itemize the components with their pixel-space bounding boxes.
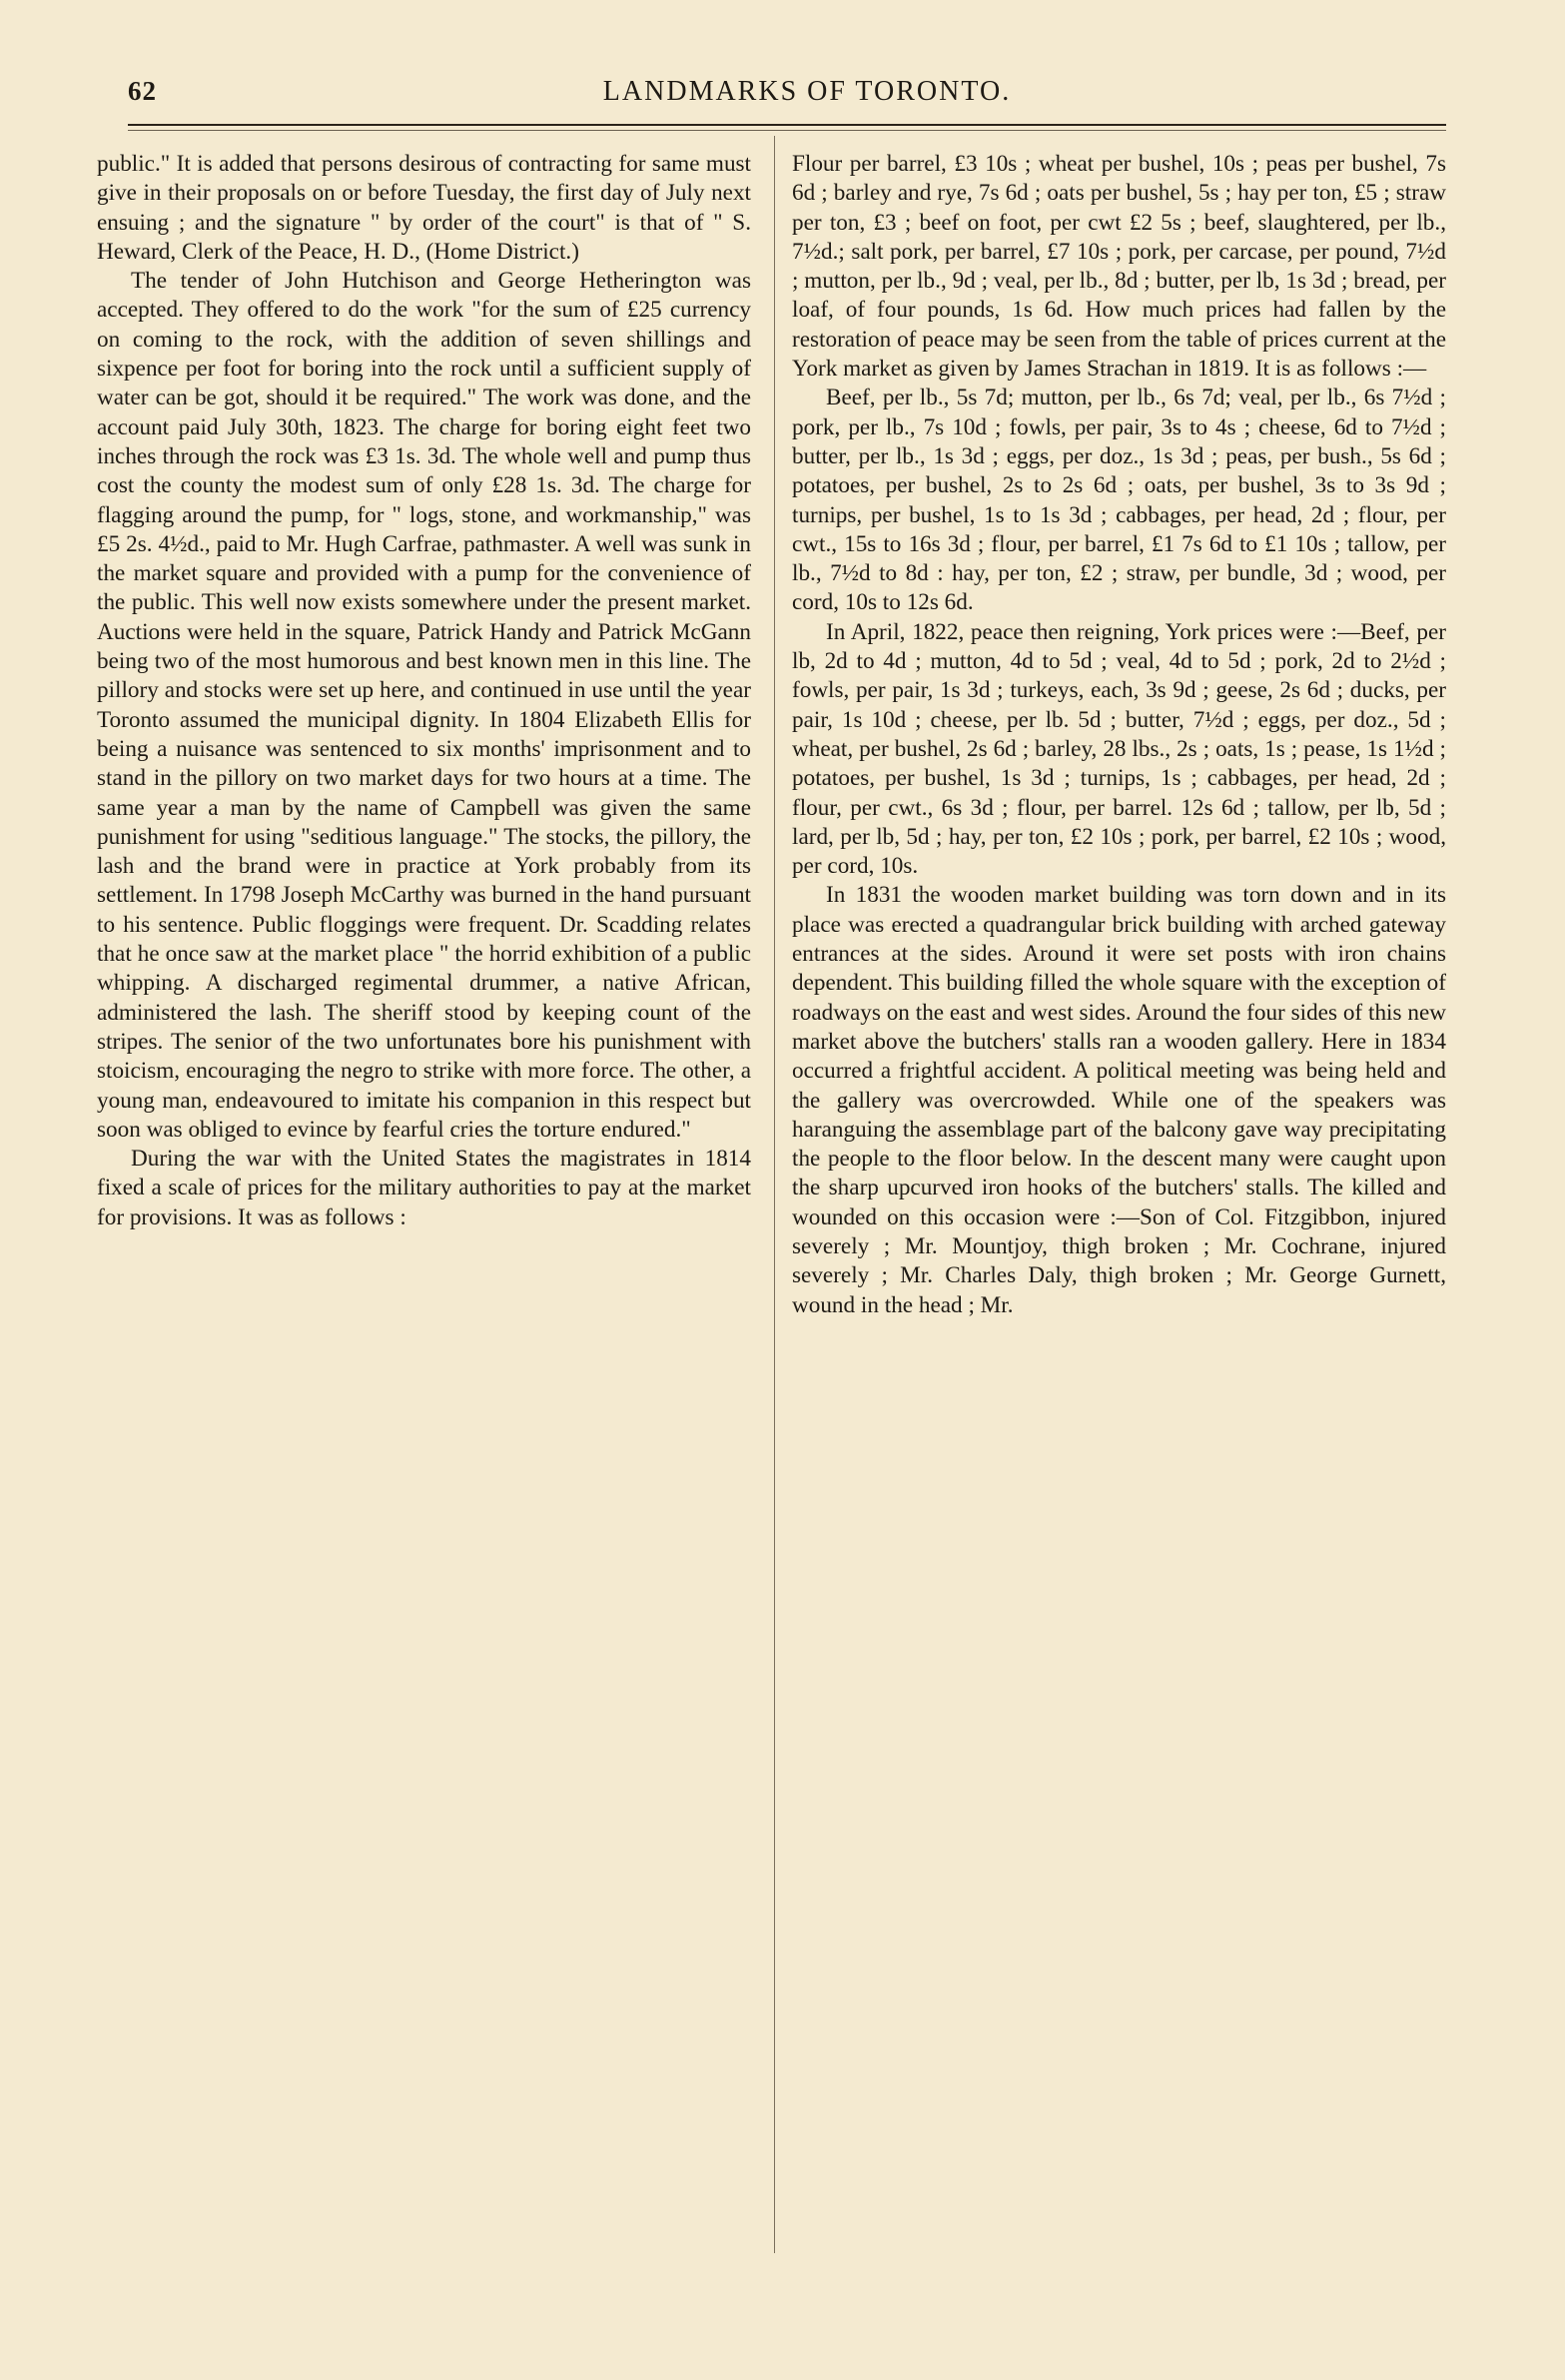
page-header bbox=[128, 70, 1446, 126]
right-paragraph-3: In April, 1822, peace then reigning, York prices were :—Beef, per lb, 2d to 4d ; mutton, 4d to 5d ; veal, 4d to 5d ; pork, 2d to 2½d ; fowls, per pair, 1s 3d ; turkeys, each, 3s 9d ; geese, 2s 6d ; ducks, per pair, 1s 10d ; cheese, per lb. 5d ; butter, 7½d ; eggs, per doz., 5d ; wheat, per bushel, 2s 6d ; barley, 28 lbs., 2s ; oats, 1s ; pease, 1s 1½d ; potatoes, per bushel, 1s 3d ; turnips, 1s ; cabbages, per head, 2d ; flour, per cwt., 6s 3d ; flour, per barrel. 12s 6d ; tallow, per lb, 5d ; lard, per lb, 5d ; hay, per ton, £2 10s ; pork, per barrel, £2 10s ; wood, per cord, 10s. bbox=[792, 618, 1446, 880]
page-number: 62 bbox=[128, 76, 157, 106]
right-paragraph-1: Flour per barrel, £3 10s ; wheat per bushel, 10s ; peas per bushel, 7s 6d ; barley and rye, 7s 6d ; oats per bushel, 5s ; hay per ton, £5 ; straw per ton, £3 ; beef on foot, per cwt £2 5s ; beef, slaughtered, per lb., 7½d.; salt pork, per barrel, £7 10s ; pork, per carcase, per pound, 7½d ; mutton, per lb., 9d ; veal, per lb., 8d ; butter, per lb, 1s 3d ; bread, per loaf, of four pounds, 1s 6d. How much prices had fallen by the restoration of peace may be seen from the table of prices current at the York market as given by James Strachan in 1819. It is as follows :— bbox=[792, 151, 1446, 383]
column-divider bbox=[774, 136, 775, 2253]
right-paragraph-2: Beef, per lb., 5s 7d; mutton, per lb., 6s 7d; veal, per lb., 6s 7½d ; pork, per lb., 7s 10d ; fowls, per pair, 3s to 4s ; cheese, 6d to 7½d ; butter, per lb., 1s 3d ; eggs, per doz., 1s 3d ; peas, per bush., 5s 6d ; potatoes, per bushel, 2s to 2s 6d ; oats, per bushel, 3s to 3s 9d ; turnips, per bushel, 1s to 1s 3d ; cabbages, per head, 2d ; flour, per cwt., 15s to 16s 3d ; flour, per barrel, £1 7s 6d to £1 10s ; tallow, per lb., 7½d to 8d : hay, per ton, £2 ; straw, per bundle, 3d ; wood, per cord, 10s to 12s 6d. bbox=[792, 385, 1446, 616]
left-column bbox=[97, 150, 751, 1232]
right-paragraph-4: In 1831 the wooden market building was torn down and in its place was erected a quadrangular brick building with arched gateway entrances at the sides. Around it were set posts with iron chains dependent. This building filled the whole square with the exception of roadways on the east and west sides. Around the four sides of this new market above the butchers' stalls ran a wooden gallery. Here in 1834 occurred a frightful accident. A political meeting was being held and the gallery was overcrowded. While one of the speakers was haranguing the assemblage part of the balcony gave way precipitating the people to the floor below. In the descent many were caught upon the sharp upcurved iron hooks of the butchers' stalls. The killed and wounded on this occasion were :—Son of Col. Fitzgibbon, injured severely ; Mr. Mountjoy, thigh broken ; Mr. Cochrane, injured severely ; Mr. Charles Daly, thigh broken ; Mr. George Gurnett, wound in the head ; Mr. bbox=[792, 882, 1446, 1318]
running-title: LANDMARKS OF TORONTO. bbox=[602, 76, 1012, 107]
left-paragraph-2: The tender of John Hutchison and George Hetherington was accepted. They offered to do the work "for the sum of £25 currency on coming to the rock, with the addition of seven shillings and sixpence per foot for boring into the rock until a sufficient supply of water can be got, should it be required." The work was done, and the account paid July 30th, 1823. The charge for boring eight feet two inches through the rock was £3 1s. 3d. The whole well and pump thus cost the county the modest sum of only £28 1s. 3d. The charge for flagging around the pump, for " logs, stone, and workmanship," was £5 2s. 4½d., paid to Mr. Hugh Carfrae, pathmaster. A well was sunk in the market square and provided with a pump for the convenience of the public. This well now exists somewhere under the present market. Auctions were held in the square, Patrick Handy and Patrick McGann being two of the most humorous and best known men in this line. The pillory and stocks were set up here, and continued in use until the year Toronto assumed the municipal dignity. In 1804 Elizabeth Ellis for being a nuisance was sentenced to six months' imprisonment and to stand in the pillory on two market days for two hours at a time. The same year a man by the name of Campbell was given the same punishment for using "seditious language." The stocks, the pillory, the lash and the brand were in practice at York probably from its settlement. In 1798 Joseph McCarthy was burned in the hand pursuant to his sentence. Public floggings were frequent. Dr. Scadding relates that he once saw at the market place " the horrid exhibition of a public whipping. A discharged regimental drummer, a native African, administered the lash. The sheriff stood by keeping count of the stripes. The senior of the two unfortunates bore his punishment with stoicism, encouraging the negro to strike with more force. The other, a young man, endeavoured to imitate his companion in this respect but soon was obliged to evince by fearful cries the torture endured." bbox=[97, 268, 751, 1143]
header-rule bbox=[128, 124, 1446, 126]
left-paragraph-3: During the war with the United States the magistrates in 1814 fixed a scale of prices for the military authorities to pay at the market for provisions. It was as follows : bbox=[97, 1146, 751, 1230]
left-paragraph-1: public." It is added that persons desirous of contracting for same must give in their proposals on or before Tuesday, the first day of July next ensuing ; and the signature " by order of the court" is that of " S. Heward, Clerk of the Peace, H. D., (Home District.) bbox=[97, 151, 751, 265]
right-column bbox=[792, 150, 1446, 1320]
header-rule-thin bbox=[128, 130, 1446, 131]
